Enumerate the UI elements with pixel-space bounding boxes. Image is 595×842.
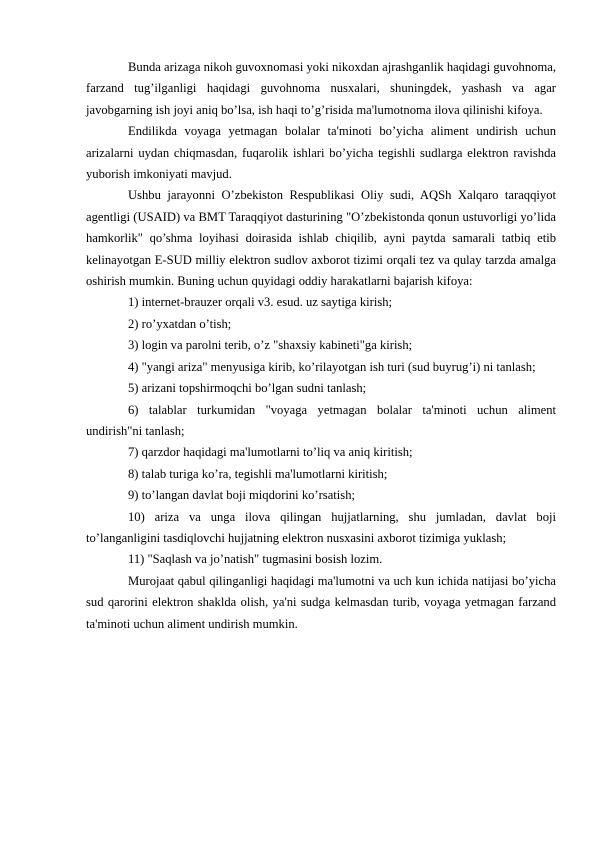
step-11: 11) "Saqlash va jo’natish" tugmasini bosish lozim. xyxy=(128,552,383,567)
paragraph-result: Murojaat qabul qilinganligi haqidagi ma'lumotni va uch kun ichida natijasi bo’yicha sud qarorini elektron shaklda olish, ya'ni sudga kelmasdan turib, voyaga yetmagan farzand ta'minoti uchun aliment undirish mumkin. xyxy=(86,573,556,631)
paragraph-esud-system: Ushbu jarayonni O’zbekiston Respublikasi Oliy sudi, AQSh Xalqaro taraqqiyot agentligi (USAID) va BMT Taraqqiyot dasturining "O’zbekistonda qonun ustuvorligi yo’lida hamkorlik" qo’shma loyihasi doirasida ishlab chiqilib, ayni paytda samarali tatbiq etib kelinayotgan E-SUD milliy elektron sudlov axborot tizimi orqali tez va qulay tarzda amalga oshirish mumkin. Buning uchun quyidagi oddiy harakatlarni bajarish kifoya: xyxy=(86,188,556,289)
step-2: 2) ro’yxatdan o’tish; xyxy=(128,316,232,331)
step-3: 3) login va parolni terib, o’z "shaxsiy kabineti"ga kirish; xyxy=(128,338,413,353)
step-7: 7) qarzdor haqidagi ma'lumotlarni to’liq va aniq kiritish; xyxy=(128,445,413,460)
document-page xyxy=(86,57,556,635)
step-1: 1) internet-brauzer orqali v3. esud. uz saytiga kirish; xyxy=(128,295,393,310)
step-10: 10) ariza va unga ilova qilingan hujjatlarning, shu jumladan, davlat boji to’langanligini tasdiqlovchi hujjatning elektron nusxasini axborot tizimiga yuklash; xyxy=(86,509,556,545)
step-4: 4) "yangi ariza" menyusiga kirib, ko’rilayotgan ish turi (sud buyrug’i) ni tanlash; xyxy=(128,359,536,374)
step-6: 6) talablar turkumidan "voyaga yetmagan bolalar ta'minoti uchun aliment undirish"ni tanlash; xyxy=(86,402,556,438)
paragraph-required-documents: Bunda arizaga nikoh guvoxnomasi yoki nikoxdan ajrashganlik haqidagi guvohnoma, farzand tug’ilganligi haqidagi guvohnoma nusxalari, shuningdek, yashash va agar javobgarning ish joyi aniq bo’lsa, ish haqi to’g’risida ma'lumotnoma ilova qilinishi kifoya. xyxy=(86,60,556,117)
step-5: 5) arizani topshirmoqchi bo’lgan sudni tanlash; xyxy=(128,381,367,396)
paragraph-electronic-submission: Endilikda voyaga yetmagan bolalar ta'minoti bo’yicha aliment undirish uchun arizalarni uydan chiqmasdan, fuqarolik ishlari bo’yicha tegishli sudlarga elektron ravishda yuborish imkoniyati mavjud. xyxy=(86,124,556,182)
step-9: 9) to’langan davlat boji miqdorini ko’rsatish; xyxy=(128,488,355,503)
step-8: 8) talab turiga ko’ra, tegishli ma'lumotlarni kiritish; xyxy=(128,466,388,481)
